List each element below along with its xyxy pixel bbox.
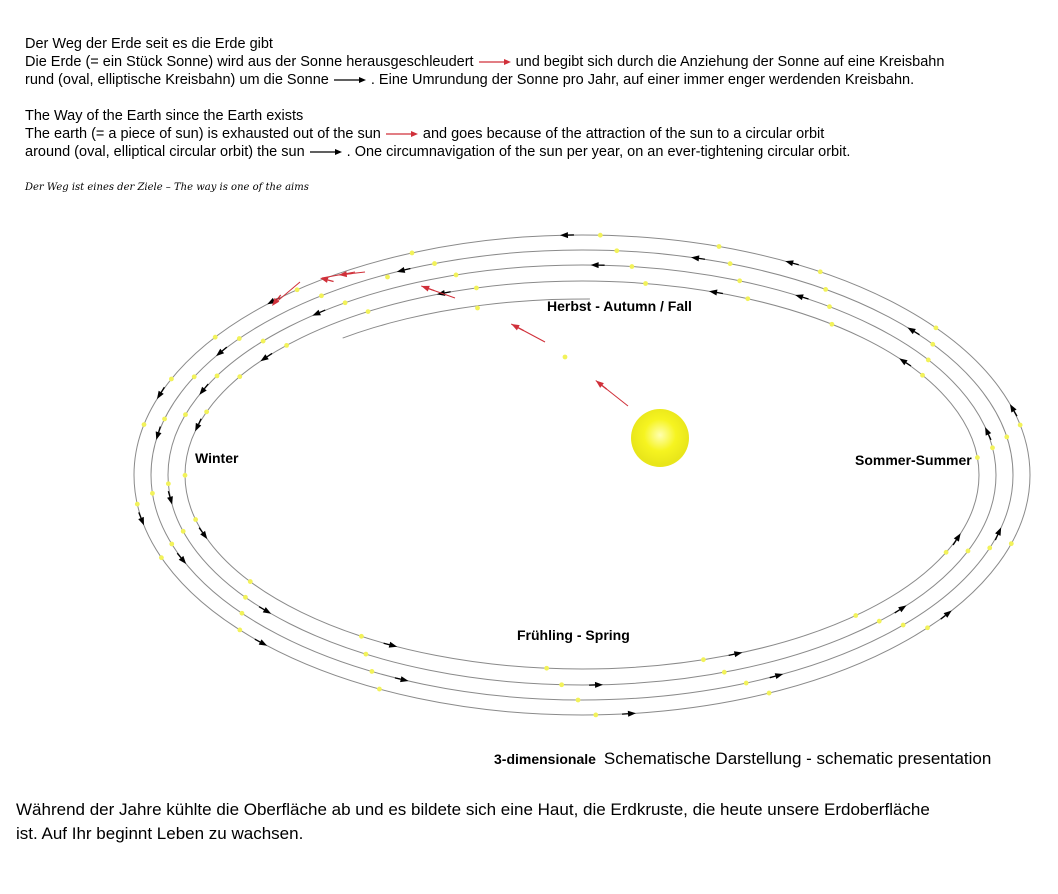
orbit-direction-arrow-shaft <box>267 353 272 356</box>
earth-position-dot <box>559 682 564 687</box>
orbit-direction-arrow <box>995 527 1001 536</box>
earth-position-dot <box>930 342 935 347</box>
earth-position-dot <box>183 412 188 417</box>
earth-position-dot <box>213 335 218 340</box>
english-line-1 <box>25 125 824 143</box>
earth-position-dot <box>925 625 930 630</box>
orbit-direction-arrow <box>595 682 603 688</box>
orbit-direction-arrow <box>389 642 397 648</box>
orbit-direction-arrow <box>312 310 321 316</box>
orbit-direction-arrow <box>785 260 794 266</box>
earth-position-dot <box>701 657 706 662</box>
caption-normal: Schematische Darstellung - schematic presentation <box>603 749 992 768</box>
earth-position-dot <box>237 374 242 379</box>
earth-position-dot <box>169 542 174 547</box>
earth-position-dot <box>166 481 171 486</box>
earth-position-dot <box>853 613 858 618</box>
ejection-segment <box>274 282 300 304</box>
orbit-direction-arrow <box>156 431 162 440</box>
orbit-direction-arrow <box>195 423 201 432</box>
earth-position-dot <box>385 275 390 280</box>
earth-position-dot <box>243 595 248 600</box>
orbit-direction-arrow <box>795 294 804 300</box>
earth-position-dot <box>474 286 479 291</box>
orbit-direction-arrow <box>985 427 991 436</box>
orbit-direction-arrow-shaft <box>803 297 809 299</box>
orbit-direction-arrow-shaft <box>941 615 946 619</box>
earth-position-dot <box>926 358 931 363</box>
earth-position-dot <box>966 549 971 554</box>
footer-line-2: ist. Auf Ihr beginnt Leben zu wachsen. <box>16 824 304 843</box>
earth-position-dot <box>1018 423 1023 428</box>
orbit-direction-arrow-shaft <box>914 332 919 335</box>
english-title: The Way of the Earth since the Earth exists <box>25 108 304 124</box>
orbit-direction-arrow-shaft <box>395 678 401 679</box>
german-line-1 <box>25 53 944 71</box>
earth-position-dot <box>544 666 549 671</box>
earth-position-dot <box>987 546 992 551</box>
ejection-segment <box>322 272 355 278</box>
earth-position-dot <box>722 670 727 675</box>
orbit-direction-arrow-shaft <box>384 643 390 644</box>
earth-position-dot <box>744 681 749 686</box>
orbit-direction-arrow-shaft <box>177 553 181 558</box>
orbit-direction-arrow <box>260 354 268 361</box>
orbit-direction-arrow-shaft <box>204 384 208 389</box>
black-arrow-icon <box>309 147 343 157</box>
ejection-arrow <box>421 286 430 292</box>
earth-position-dot <box>237 336 242 341</box>
orbit-direction-arrow <box>167 496 173 505</box>
orbit-direction-arrow-shaft <box>159 427 161 433</box>
season-label-winter: Winter <box>195 450 239 466</box>
orbit-direction-arrow-shaft <box>699 258 705 259</box>
red-arrow-icon <box>385 129 419 139</box>
earth-position-dot <box>162 417 167 422</box>
earth-position-dot <box>767 691 772 696</box>
orbit-direction-arrow <box>898 605 906 612</box>
earth-position-dot <box>369 669 374 674</box>
earth-position-dot <box>319 293 324 298</box>
earth-position-dot <box>593 712 598 717</box>
earth-position-dot <box>261 339 266 344</box>
earth-position-dot <box>193 517 198 522</box>
black-arrow-icon <box>333 75 367 85</box>
orbit-direction-arrow-shaft <box>161 387 164 392</box>
earth-position-dot <box>295 287 300 292</box>
german-line-1-part-b: und begibt sich durch die Anziehung der Sonne auf eine Kreisbahn <box>515 54 945 70</box>
earth-position-dot <box>359 634 364 639</box>
german-line-2-part-a: rund (oval, elliptische Kreisbahn) um die Sonne <box>25 72 329 88</box>
orbit-direction-arrow-shaft <box>717 293 723 294</box>
earth-position-dot <box>901 623 906 628</box>
earth-position-dot <box>934 325 939 330</box>
earth-position-dot <box>192 374 197 379</box>
earth-position-dot <box>629 264 634 269</box>
orbit-direction-arrow <box>397 267 405 273</box>
german-line-1-part-a: Die Erde (= ein Stück Sonne) wird aus der Sonne herausgeschleudert <box>25 54 474 70</box>
earth-position-dot <box>643 281 648 286</box>
english-line-2-part-a: around (oval, elliptical circular orbit) the sun <box>25 144 305 160</box>
earth-position-dot <box>135 502 140 507</box>
earth-position-dot <box>240 611 245 616</box>
orbit-direction-arrow-shaft <box>793 263 799 265</box>
ejection-arrow-shaft <box>602 385 607 389</box>
orbit-direction-arrow <box>775 673 784 679</box>
english-line-1-part-a: The earth (= a piece of sun) is exhausted out of the sun <box>25 126 381 142</box>
earth-position-dot <box>475 306 480 311</box>
orbit-direction-arrow <box>907 327 915 334</box>
earth-position-dot <box>877 619 882 624</box>
earth-position-dot <box>377 687 382 692</box>
earth-position-dot <box>823 287 828 292</box>
ejection-arrow <box>511 324 519 330</box>
earth-position-dot <box>818 269 823 274</box>
orbit-direction-arrow-shaft <box>770 676 776 678</box>
german-line-2-part-b: . Eine Umrundung der Sonne pro Jahr, auf einer immer enger werdenden Kreisbahn. <box>370 72 915 88</box>
earth-position-dot <box>215 373 220 378</box>
orbit-direction-arrow <box>400 676 408 682</box>
orbit-direction-arrow <box>734 651 742 657</box>
footer-text <box>16 798 930 846</box>
orbit-direction-arrow <box>709 290 717 296</box>
english-line-1-part-b: and goes because of the attraction of the sun to a circular orbit <box>422 126 825 142</box>
earth-position-dot <box>717 244 722 249</box>
earth-position-dot <box>181 529 186 534</box>
motto: Der Weg ist eines der Ziele – The way is one of the aims <box>25 182 309 193</box>
earth-position-dot <box>237 628 242 633</box>
orbit-direction-arrow <box>954 533 961 541</box>
orbit-direction-arrow <box>591 262 599 268</box>
ejection-arrow-shaft <box>328 280 334 281</box>
earth-position-dot <box>142 422 147 427</box>
orbit-direction-arrow <box>560 232 568 238</box>
orbit-direction-arrow <box>691 255 699 261</box>
english-line-2 <box>25 143 850 161</box>
orbit-direction-arrow <box>628 711 636 717</box>
earth-position-dot <box>410 251 415 256</box>
earth-position-dot <box>150 491 155 496</box>
earth-position-dot <box>728 261 733 266</box>
earth-position-dot <box>829 322 834 327</box>
earth-position-dot <box>363 652 368 657</box>
orbit-ellipse <box>185 281 979 669</box>
orbit-diagram <box>0 200 1058 740</box>
orbit-direction-arrow <box>200 531 207 539</box>
orbit-direction-arrow-shaft <box>895 610 900 613</box>
ejection-arrow-shaft <box>429 289 435 291</box>
orbit-direction-arrow-shaft <box>729 654 735 655</box>
german-title: Der Weg der Erde seit es die Erde gibt <box>25 36 273 52</box>
earth-position-dot <box>975 455 980 460</box>
ejection-arrow-shaft <box>518 328 523 331</box>
earth-position-dot <box>159 555 164 560</box>
earth-position-dot <box>563 355 568 360</box>
season-label-spring: Frühling - Spring <box>517 627 630 643</box>
orbit-direction-arrow <box>899 358 907 365</box>
orbit-direction-arrow-shaft <box>255 639 260 642</box>
earth-position-dot <box>366 309 371 314</box>
earth-position-dot <box>944 550 949 555</box>
orbit-direction-arrow <box>138 517 144 526</box>
orbit-direction-arrow <box>259 639 267 645</box>
caption-bold: 3-dimensionale <box>494 751 596 767</box>
sun <box>631 409 689 467</box>
earth-position-dot <box>284 343 289 348</box>
orbit-direction-arrow-shaft <box>259 607 264 610</box>
season-label-summer: Sommer-Summer <box>855 452 972 468</box>
orbit-direction-arrow <box>263 607 271 614</box>
earth-position-dot <box>1009 541 1014 546</box>
earth-position-dot <box>343 300 348 305</box>
english-line-2-part-b: . One circumnavigation of the sun per year, on an ever-tightening circular orbit. <box>346 144 851 160</box>
earth-position-dot <box>248 579 253 584</box>
earth-position-dot <box>827 304 832 309</box>
orbit-direction-arrow-shaft <box>405 268 411 269</box>
red-arrow-icon <box>478 57 512 67</box>
earth-position-dot <box>745 296 750 301</box>
earth-position-dot <box>990 445 995 450</box>
orbit-direction-arrow <box>157 391 164 399</box>
earth-position-dot <box>614 248 619 253</box>
earth-position-dot <box>204 409 209 414</box>
german-line-2 <box>25 71 914 89</box>
earth-position-dot <box>576 698 581 703</box>
earth-position-dot <box>169 377 174 382</box>
footer-line-1: Während der Jahre kühlte die Oberfläche ab und es bildete sich eine Haut, die Erdkruste, die heute unsere Erdoberfläche <box>16 800 930 819</box>
earth-position-dot <box>598 233 603 238</box>
earth-position-dot <box>432 261 437 266</box>
diagram-caption <box>494 749 991 769</box>
earth-position-dot <box>1004 435 1009 440</box>
orbit-direction-arrow-shaft <box>222 347 227 351</box>
orbit-direction-arrow-shaft <box>320 310 326 312</box>
season-label-autumn: Herbst - Autumn / Fall <box>547 298 692 314</box>
orbit-direction-arrow-shaft <box>445 292 451 293</box>
orbit-direction-arrow <box>1010 404 1017 412</box>
orbit-ellipse <box>168 265 996 685</box>
earth-position-dot <box>183 473 188 478</box>
earth-position-dot <box>920 373 925 378</box>
orbit-direction-arrow-shaft <box>906 363 911 366</box>
earth-position-dot <box>737 278 742 283</box>
earth-position-dot <box>454 273 459 278</box>
